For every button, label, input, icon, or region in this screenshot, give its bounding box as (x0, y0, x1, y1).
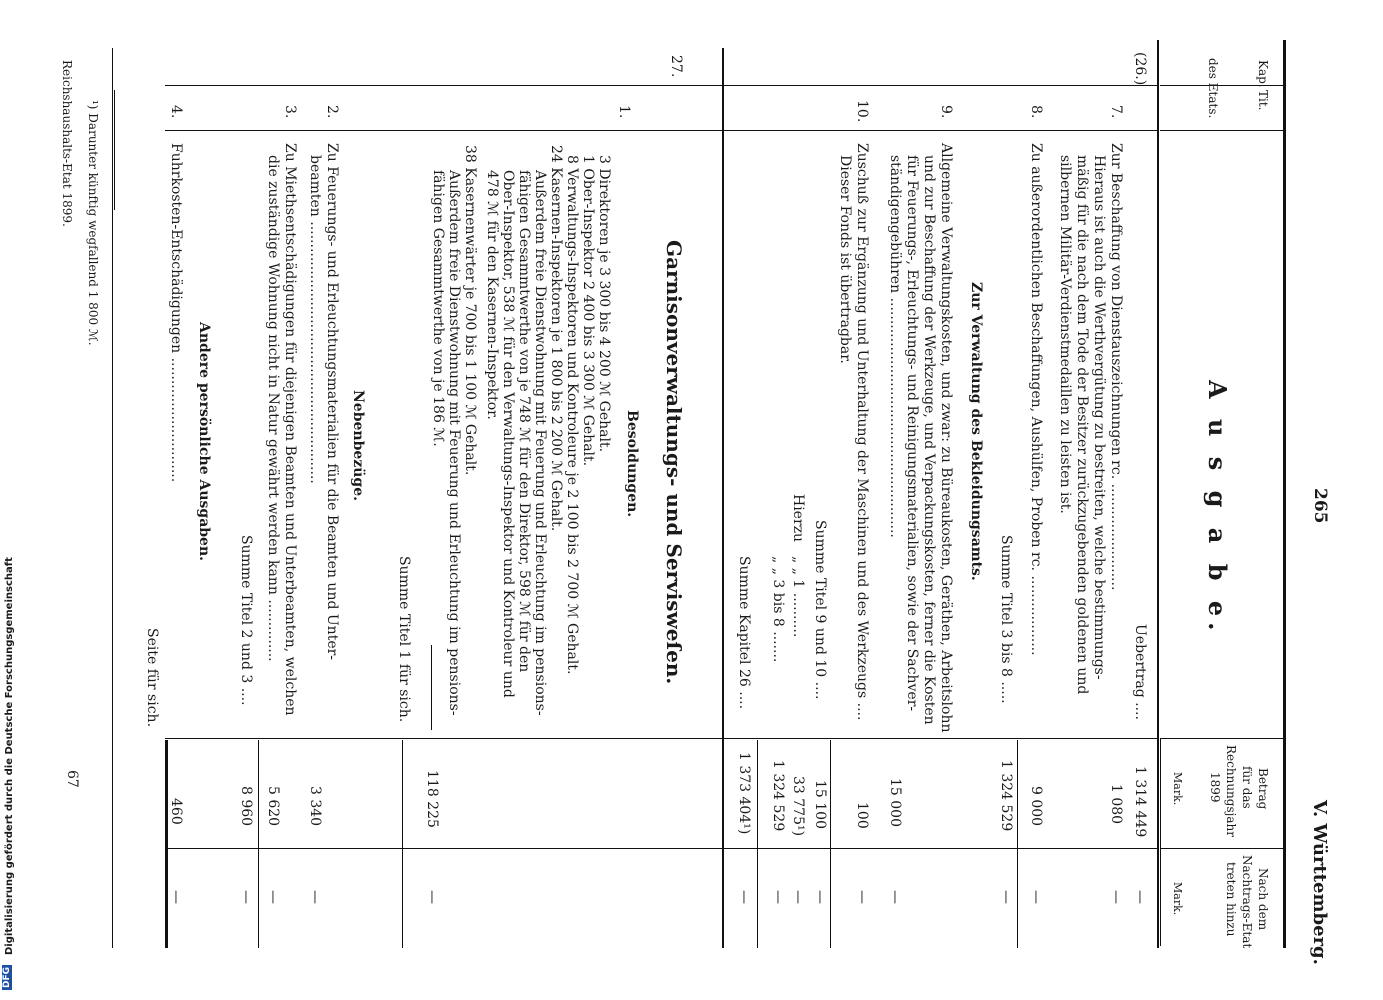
sum-titel-9-10-value: 15 100 (812, 780, 828, 829)
betrag-top-rule (1160, 738, 1161, 946)
sum-titel-9-10-dash: — (812, 890, 828, 904)
source-label: Reichshaushalts-Etat 1899. (60, 60, 74, 227)
hierzu-2-label: „ „ 3 bis 8 ....... (770, 556, 786, 663)
andere-ausgaben-heading: Andere persönliche Ausgaben. (196, 322, 212, 562)
col-head-nach-2: Nachtrags-Etat (1240, 855, 1254, 949)
col-head-betrag-year: 1899 (1208, 772, 1222, 803)
titel-3-value: 5 620 (265, 786, 281, 827)
col-head-nach-unit: Mark. (1171, 882, 1184, 916)
titel-9-text-4: ständigengebühren ...................................................... (887, 155, 903, 538)
hierzu-label: Hierzu (790, 494, 806, 543)
col-head-tit: Tit. (1256, 90, 1270, 111)
titel-1-number: 1. (616, 105, 632, 119)
besoldung-line-9: 38 Kasernenwärter je 700 bis 1 100 ℳ Gehalt. (462, 145, 478, 476)
titel-2-dash: — (307, 890, 323, 904)
sum-titel-3-8-label: Summe Titel 3 bis 8 ..... (998, 535, 1014, 704)
body-col-rule-1 (165, 130, 1157, 131)
titel-10-number: 10. (854, 100, 870, 123)
garnison-heading: Garnisonverwaltungs- und Servisweſen. (662, 240, 686, 685)
left-edge-rule (112, 48, 113, 948)
titel-7-text-2: Hieraus ist auch die Werthvergütung zu bestreiten, welche bestimmungs- (1091, 155, 1107, 680)
titel-7-text-1: Zur Beschaffung von Dienstauszeichnungen rc. ........................ (1108, 143, 1124, 591)
titel-8-value: 9 000 (1028, 786, 1044, 827)
col-head-nach-1: Nach dem (1256, 868, 1270, 931)
country-title: V. Württemberg. (1309, 800, 1330, 965)
dfg-logo: DFG (2, 966, 12, 988)
body-col-rule-3 (165, 848, 1157, 849)
titel-9-dash: — (887, 890, 903, 904)
bekleidungsamt-heading: Zur Verwaltung des Bekleidungsamts. (968, 282, 984, 581)
titel-4-value: 460 (168, 798, 184, 825)
text-sum1-rule (431, 645, 432, 730)
besoldung-line-6: fähigen Gesammtwerthe von je 748 ℳ für den Direktor, 598 ℳ für den (516, 170, 532, 673)
titel-9-text-3: für Feuerungs-, Erleuchtungs- und Reinigungsmaterialien, sowie der Sachver- (904, 155, 920, 712)
titel-9-text-2: und zur Beschaffung der Werkzeuge, und Verpackungskosten, ferner die Kosten (921, 155, 937, 725)
header-rule (1157, 40, 1159, 948)
kap-27-label: 27. (668, 55, 684, 78)
hierzu-2-value: 1 324 529 (770, 760, 786, 832)
titel-7-text-4: silbernen Militär-Verdienstmedaillen zu leisten ist. (1057, 155, 1073, 514)
sum-rule-t1 (402, 740, 403, 948)
col-head-nach-3: treten hinzu (1224, 862, 1238, 937)
besoldung-line-8: 478 ℳ für den Kasernen-Inspektor. (484, 170, 500, 420)
titel-3-number: 3. (282, 105, 298, 119)
titel-10-text-2: Dieser Fonds ist übertragbar. (837, 155, 853, 364)
col-head-kap: Kap. (1256, 60, 1270, 88)
titel-2-number: 2. (324, 105, 340, 119)
titel-10-dash: — (854, 890, 870, 904)
kap-26-label: (26.) (1132, 52, 1148, 86)
header-col-rule-3 (1160, 848, 1283, 849)
sum-titel-1-dash: — (424, 890, 440, 904)
body-col-rule-2 (165, 738, 1157, 739)
titel-3-text-2: die zuständige Wohnung nicht in Natur gewährt werden kann .............. (265, 155, 281, 662)
titel-7-value: 1 080 (1108, 784, 1124, 825)
besoldung-line-11: fähigen Gesammtwerthe von je 186 ℳ. (430, 170, 446, 447)
titel-4-dash: — (168, 890, 184, 904)
titel-4-text: Fuhrkosten-Entschädigungen ............................ (168, 143, 184, 483)
titel-4-number: 4. (168, 105, 184, 119)
hierzu-1-label: „ „ 1 .......... (790, 556, 806, 638)
titel-2-text-2: beamten ........................................................... (307, 155, 323, 484)
titel-2-text-1: Zu Feuerungs- und Erleuchtungsmaterialien für die Beamten und Unter- (324, 143, 340, 661)
col-head-betrag-2: für das (1240, 766, 1254, 809)
titel-7-dash: — (1108, 890, 1124, 904)
uebertrag-dash: — (1132, 890, 1148, 904)
besoldung-line-1: 3 Direktoren je 3 300 bis 4 200 ℳ Gehalt. (596, 155, 612, 453)
titel-8-dash: — (1028, 890, 1044, 904)
col-head-betrag-unit: Mark. (1171, 772, 1184, 806)
besoldungen-heading: Besoldungen. (624, 410, 640, 518)
titel-8-text: Zu außerordentlichen Beschaffungen, Aushülfen, Proben rc. .................. (1028, 143, 1044, 656)
dfg-credit: Digitalisierung gefördert durch die Deutsche Forschungsgemeinschaft (4, 557, 15, 955)
besoldung-line-4: 24 Kasernen-Inspektoren je 1 800 bis 2 200 ℳ Gehalt. (548, 145, 564, 532)
lower-page-number: 67 (64, 770, 80, 788)
nebenbezuege-heading: Nebenbezüge. (350, 390, 366, 501)
col-head-betrag-1: Betrag (1256, 768, 1270, 810)
titel-3-text-1: Zu Miethsentschädigungen für diejenigen Beamten und Unterbeamten, welchen (282, 143, 298, 716)
sum-rule-kap26 (757, 740, 758, 948)
footnote-rule (114, 90, 115, 210)
titel-10-value: 100 (854, 802, 870, 829)
titel-7-number: 7. (1108, 105, 1124, 119)
titel-10-text-1: Zuschuß zur Ergänzung und Unterhaltung der Maschinen und des Werkzeugs .... (854, 143, 870, 721)
hierzu-1-value: 33 775¹) (790, 776, 806, 837)
titel-8-number: 8. (1028, 105, 1044, 119)
page-number: 265 (1310, 488, 1330, 524)
uebertrag-value: 1 314 449 (1132, 766, 1148, 838)
sum-kapitel-26-label: Summe Kapitel 26 .... (736, 556, 752, 710)
sum-rule-3-8 (1017, 740, 1018, 948)
besoldung-line-7: Ober-Inspektor, 538 ℳ für den Verwaltungs-Inspektor und Kontroleur und (500, 170, 516, 698)
hierzu-2-dash: — (770, 890, 786, 904)
titel-3-dash: — (265, 890, 281, 904)
titel-9-value: 15 000 (887, 778, 903, 827)
sum-kapitel-26-value: 1 373 404¹) (736, 752, 752, 835)
sum-titel-3-8-value: 1 324 529 (998, 760, 1014, 832)
sum-titel-1-value: 118 225 (424, 770, 440, 828)
header-col-rule-1 (1160, 130, 1283, 131)
bottom-rule (165, 740, 168, 948)
besoldung-line-3: 8 Verwaltungs-Inspektoren und Kontroleure je 2 100 bis 2 700 ℳ Gehalt. (564, 155, 580, 675)
top-rule (1283, 40, 1286, 948)
sum-titel-2-3-dash: — (238, 890, 254, 904)
besoldung-line-2: 1 Ober-Inspektor 2 400 bis 3 300 ℳ Gehalt. (580, 155, 596, 467)
seite-fuer-sich-label: Seite für sich. (144, 628, 160, 728)
sum-titel-9-10-label: Summe Titel 9 und 10 .... (812, 520, 828, 700)
footnote: ¹) Darunter künftig wegfallend 1 800 ℳ. (86, 100, 100, 346)
sum-kapitel-26-dash: — (736, 890, 752, 904)
header-col-rule-2 (1160, 738, 1283, 739)
kap-boundary-rule (722, 48, 724, 948)
sum-rule-t2-3 (258, 740, 259, 948)
sum-titel-2-3-label: Summe Titel 2 und 3 .... (238, 535, 254, 706)
titel-2-value: 3 340 (307, 786, 323, 827)
col-head-des-etats: des Etats. (1206, 58, 1220, 119)
col-head-betrag-3: Rechnungsjahr (1224, 745, 1238, 837)
section-title-ausgabe: A u s g a b e. (1203, 380, 1232, 637)
sum-titel-3-8-dash: — (998, 890, 1014, 904)
kap-col-rule (165, 85, 1157, 86)
hierzu-1-dash: — (790, 890, 806, 904)
uebertrag-label: Uebertrag .... (1132, 624, 1148, 720)
sum-titel-1-label: Summe Titel 1 für sich. (396, 556, 412, 723)
sum-titel-2-3-value: 8 960 (238, 786, 254, 827)
besoldung-line-5: Außerdem freie Dienstwohnung mit Feuerung und Erleuchtung im pensions- (532, 170, 548, 716)
besoldung-line-10: Außerdem freie Dienstwohnung mit Feuerung und Erleuchtung im pensions- (446, 170, 462, 716)
sum-rule-9-10 (830, 740, 831, 948)
titel-9-text-1: Allgemeine Verwaltungskosten, und zwar: zu Büreaukosten, Geräthen, Arbeitslohn (938, 143, 954, 733)
titel-9-number: 9. (938, 105, 954, 119)
titel-7-text-3: mäßig für die nach dem Tode der Besitzer zurückzugebenden goldenen und (1074, 155, 1090, 695)
